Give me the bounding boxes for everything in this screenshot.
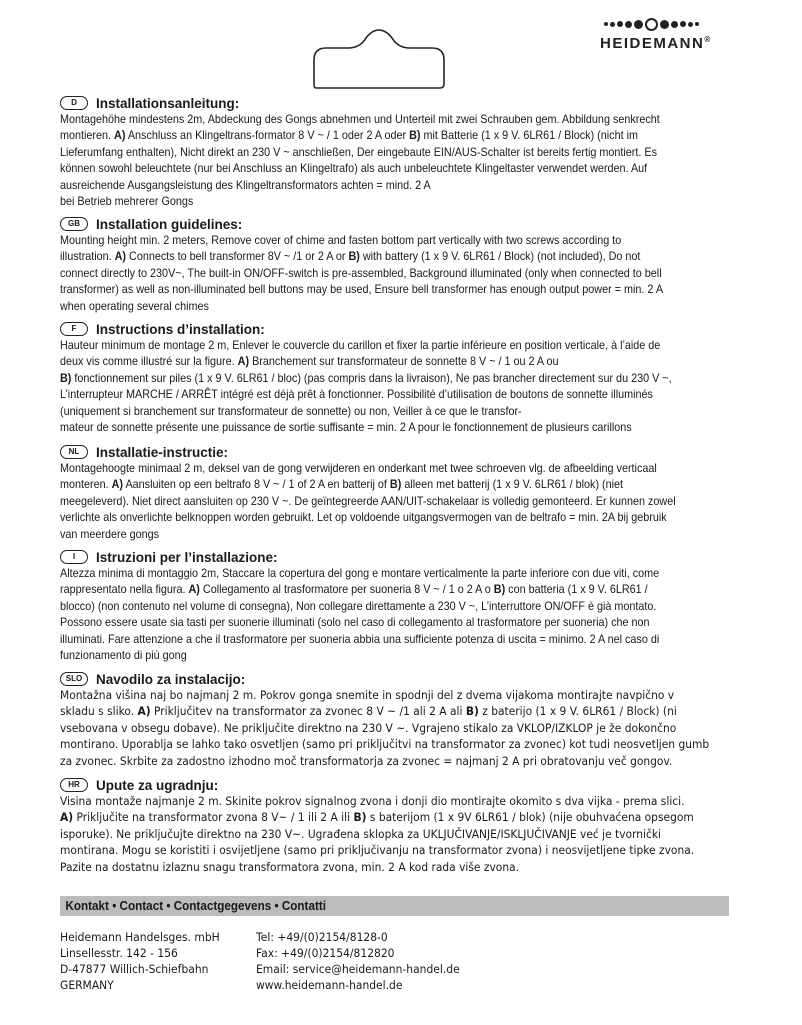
body-line: Altezza minima di montaggio 2m, Staccare la copertura del gong e montare verticalmente la parte inferiore con due viti, come bbox=[60, 566, 660, 580]
body-line: B) fonctionnement sur piles (1 x 9 V. 6LR61 / bloc) (pas compris dans la livraison), Ne pas brancher directement sur du 230 V ~, bbox=[60, 370, 672, 385]
section-gb bbox=[60, 216, 746, 314]
body-line: blocco) (non contenuto nel volume di consegna), Non collegare direttamente a 230 V ~, L’interruttore ON/OFF è già montato. bbox=[60, 598, 657, 613]
body-line: illustration. A) Connects to bell transformer 8V ~ /1 or 2 A or B) with battery (1 x 9 V. 6LR61 / Block) (not included), Do not bbox=[60, 249, 641, 264]
body-line: when operating several chimes bbox=[60, 298, 209, 313]
body-line: Mounting height min. 2 meters, Remove cover of chime and fasten bottom part vertically with two screws according to bbox=[60, 233, 622, 247]
body-line: können sowohl beleuchtete (nur bei Anschluss an Klingeltrafo) als auch unbeleuchtete Klingeltaster verwendet werden. Auf bbox=[60, 161, 648, 176]
lang-badge: I bbox=[60, 550, 88, 564]
fax-number: Fax: +49/(0)2154/812820 bbox=[256, 947, 395, 960]
section-slo bbox=[60, 671, 746, 769]
contact-heading: Kontakt • Contact • Contactgegevens • Contatti bbox=[65, 898, 327, 913]
body-line: ausreichende Ausgangsleistung des Klingeltransformators achten = mind. 2 A bbox=[60, 177, 431, 192]
body-line: illuminati. Fare attenzione a che il trasformatore per suoneria abbia una sufficiente potenza di uscita = minimo. 2 A nel caso di bbox=[60, 631, 660, 646]
section-title: Instructions d’installation: bbox=[96, 321, 265, 337]
body-line: bei Betrieb mehrerer Gongs bbox=[60, 194, 194, 209]
section-fr bbox=[60, 321, 746, 435]
body-line: (uniquement si branchement sur transformateur de sonnette) ou non, Veiller à ce que le transfor- bbox=[60, 403, 522, 418]
section-hr bbox=[60, 777, 746, 875]
body-line: montirana. Mogu se koristiti i osvijetljene (samo pri priključivanju na transformator zvona) i neosvijetljene tipke zvona. bbox=[60, 843, 695, 858]
brand-logo bbox=[600, 14, 798, 54]
body-line: mateur de sonnette présente une puissance de sortie suffisante = min. 2 A pour le fonctionnement de plusieurs carillons bbox=[60, 420, 632, 435]
body-line: Montagehoogte minimaal 2 m, deksel van de gong verwijderen en onderkant met twee schroeven vlg. de afbeelding verticaal bbox=[60, 461, 657, 475]
body-line: skladu s sliko. A) Priključitev na transformator za zvonec 8 V ~ /1 ali 2 A ali B) z baterijo (1 x 9 V. 6LR61 / Block) (ni bbox=[60, 704, 677, 719]
lang-badge: SLO bbox=[60, 672, 88, 686]
address-line: D-47877 Willich-Schiefbahn bbox=[60, 963, 209, 976]
body-line: isporuke). Ne priključujte direktno na 230 V~. Ugrađena sklopka za UKLJUČIVANJE/ISKLJUČIVANJE već je tvornički bbox=[60, 826, 662, 841]
section-title: Navodilo za instalacijo: bbox=[96, 671, 246, 687]
body-line: deux vis comme illustré sur la figure. A) Branchement sur transformateur de sonnette 8 V ~ / 1 ou 2 A ou bbox=[60, 354, 559, 369]
body-line: Hauteur minimum de montage 2 m, Enlever le couvercle du carillon et fixer la partie inférieure en position verticale, à l’aide de bbox=[60, 338, 661, 352]
body-line: transformer) as well as non-illuminated bell buttons may be used, Ensure bell transformer has enough output power = min. 2 A bbox=[60, 282, 664, 297]
section-body bbox=[60, 232, 744, 314]
section-body bbox=[60, 565, 744, 663]
phone-number: Tel: +49/(0)2154/8128-0 bbox=[256, 931, 388, 944]
website-link[interactable]: www.heidemann-handel.de bbox=[256, 979, 403, 992]
section-title: Installatie-instructie: bbox=[96, 444, 229, 460]
logo-dots-icon bbox=[604, 14, 798, 34]
body-line: monteren. A) Aansluiten op een beltrafo 8 V ~ / 1 of 2 A en batterij of B) alleen met batterij (1 x 9 V. 6LR61 / blok) (niet bbox=[60, 477, 624, 492]
body-line: Pazite na dostatnu izlaznu snagu transformatora zvona, min. 2 A kod rada više zvona. bbox=[60, 859, 520, 874]
section-title: Istruzioni per l’installazione: bbox=[96, 549, 278, 565]
section-body bbox=[60, 337, 744, 435]
contact-heading-bar bbox=[60, 896, 729, 916]
body-line: funzionamento di più gong bbox=[60, 648, 187, 663]
section-de bbox=[60, 95, 746, 209]
section-title: Installationsanleitung: bbox=[96, 95, 240, 111]
body-line: verlichte als onverlichte belknoppen worden gebruikt. Let op voldoende uitgangsvermogen van de beltrafo = min. 2A bij gebruik bbox=[60, 510, 667, 525]
body-line: Montažna višina naj bo najmanj 2 m. Pokrov gonga snemite in spodnji del z dvema vijakoma montirajte navpično v bbox=[60, 688, 675, 702]
email-link[interactable]: Email: service@heidemann-handel.de bbox=[256, 963, 460, 976]
lang-badge: HR bbox=[60, 778, 88, 792]
contact-address bbox=[60, 930, 220, 994]
address-line: Heidemann Handelsges. mbH bbox=[60, 931, 220, 944]
section-title: Upute za ugradnju: bbox=[96, 777, 219, 793]
body-line: meegeleverd). Niet direct aansluiten op 230 V ~. De geïntegreerde AAN/UIT-schakelaar is volledig gemonteerd. Er kunnen zowel bbox=[60, 493, 676, 508]
body-line: montieren. A) Anschluss an Klingeltrans-formator 8 V ~ / 1 oder 2 A oder B) mit Batterie (1 x 9 V. 6LR61 / Block) (nicht im bbox=[60, 128, 638, 143]
body-line: montirano. Uporablja se lahko tako osvetljen (samo pri priključitvi na transformator za zvonec) kot tudi neosvetljen gumb bbox=[60, 737, 710, 752]
section-body bbox=[60, 793, 745, 875]
body-line: Lieferumfang enthalten), Nicht direkt an 230 V ~ anschließen, Der eingebaute EIN/AUS-Schalter ist bereits fertig montiert. Es bbox=[60, 144, 658, 159]
section-body bbox=[60, 460, 744, 542]
section-nl bbox=[60, 444, 746, 542]
address-line: GERMANY bbox=[60, 979, 114, 992]
lang-badge: D bbox=[60, 96, 88, 110]
section-body bbox=[60, 687, 745, 769]
body-line: van meerdere gongs bbox=[60, 526, 160, 541]
lang-badge: GB bbox=[60, 217, 88, 231]
body-line: A) Priključite na transformator zvona 8 V~ / 1 ili 2 A ili B) s baterijom (1 x 9V 6LR61 / blok) (nije obuhvaćena opsegom bbox=[60, 810, 694, 825]
contact-details bbox=[256, 930, 460, 994]
section-body bbox=[60, 111, 744, 209]
section-title: Installation guidelines: bbox=[96, 216, 243, 232]
address-line: Linsellesstr. 142 - 156 bbox=[60, 947, 178, 960]
section-it bbox=[60, 549, 746, 663]
brand-wordmark: HEIDEMANN® bbox=[600, 35, 711, 52]
body-line: Visina montaže najmanje 2 m. Skinite pokrov signalnog zvona i donji dio montirajte okomito s dva vijka - prema slici. bbox=[60, 794, 685, 808]
body-line: vsebovana v obsegu dobave). Ne priključite direktno na 230 V ~. Vgrajeno stikalo za VKLOP/IZKLOP je že dokončno bbox=[60, 720, 677, 735]
body-line: Montagehöhe mindestens 2m, Abdeckung des Gongs abnehmen und Unterteil mit zwei Schrauben gem. Abbildung senkrecht bbox=[60, 112, 660, 126]
body-line: za zvonec. Skrbite za zadostno izhodno moč transformatorja za zvonec = najmanj 2 A pri obratovanju več gongov. bbox=[60, 753, 673, 768]
lang-badge: NL bbox=[60, 445, 88, 459]
body-line: L’interrupteur MARCHE / ARRÊT intégré est déjà prêt à fonctionner. Possibilité d’utilisation de boutons de sonnette illuminés bbox=[60, 387, 653, 402]
body-line: rappresentato nella figura. A) Collegamento al trasformatore per suoneria 8 V ~ / 1 o 2 A o B) con batteria (1 x 9 V. 6LR61 / bbox=[60, 582, 648, 597]
body-line: connect directly to 230V~, The built-in ON/OFF-switch is pre-assembled, Background illuminated (only when connected to bell bbox=[60, 265, 662, 280]
lang-badge: F bbox=[60, 322, 88, 336]
body-line: Possono essere usate sia tasti per suonerie illuminati (solo nel caso di collegamento al trasformatore per suoneria) che non bbox=[60, 615, 650, 630]
chime-outline-icon bbox=[312, 28, 446, 94]
